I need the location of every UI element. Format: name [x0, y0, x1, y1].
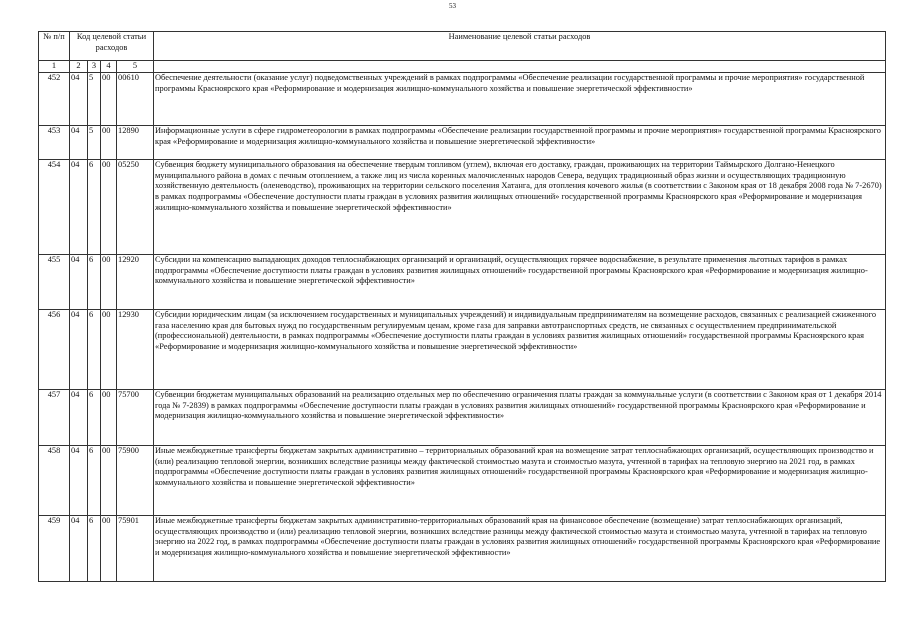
- code-part-4: 75700: [117, 389, 154, 445]
- row-number: 452: [39, 72, 70, 125]
- code-part-3: 00: [101, 72, 117, 125]
- budget-table: [38, 31, 886, 582]
- code-part-2: 6: [88, 309, 101, 389]
- code-part-3: 00: [101, 159, 117, 254]
- row-number: 459: [39, 515, 70, 581]
- row-number: 454: [39, 159, 70, 254]
- column-numbers-row: [39, 61, 886, 73]
- code-part-2: 5: [88, 125, 101, 159]
- table-body: [39, 72, 886, 581]
- code-part-1: 04: [70, 445, 88, 515]
- code-part-3: 00: [101, 445, 117, 515]
- column-number: 4: [101, 61, 117, 73]
- header-row: [39, 32, 886, 61]
- code-part-1: 04: [70, 159, 88, 254]
- row-number: 458: [39, 445, 70, 515]
- code-part-3: 00: [101, 515, 117, 581]
- table-row: [39, 515, 886, 581]
- row-number: 456: [39, 309, 70, 389]
- code-part-2: 6: [88, 389, 101, 445]
- table-row: [39, 125, 886, 159]
- column-number: 5: [117, 61, 154, 73]
- code-part-4: 75900: [117, 445, 154, 515]
- table-row: [39, 159, 886, 254]
- item-description: Субсидии на компенсацию выпадающих доходов теплоснабжающих организаций и организаций, осуществляющих горячее водоснабжение, в результате применения льготных тарифов в рамках подпрограммы «Обеспечение доступности платы граждан в условиях развития жилищных отношений» государственной программы Красноярского края «Реформирование и модернизация жилищно-коммунального хозяйства и повышение энергетической эффективности»: [154, 254, 886, 309]
- table-row: [39, 445, 886, 515]
- code-part-2: 6: [88, 159, 101, 254]
- header-name: Наименование целевой статьи расходов: [154, 32, 886, 61]
- code-part-1: 04: [70, 72, 88, 125]
- table-row: [39, 72, 886, 125]
- code-part-4: 05250: [117, 159, 154, 254]
- item-description: Иные межбюджетные трансферты бюджетам закрытых административно – территориальных образований края на возмещение затрат теплоснабжающих организаций, осуществляющих производство и (или) реализацию тепловой энергии, возникших вследствие разницы между фактической стоимостью мазута и стоимостью мазута, учтенной в тарифах на тепловую энергию на 2021 год, в рамках подпрограммы «Обеспечение доступности платы граждан в условиях развития жилищных отношений» государственной программы Красноярского края «Реформирование и модернизация жилищно-коммунального хозяйства и повышение энергетической эффективности»: [154, 445, 886, 515]
- code-part-1: 04: [70, 254, 88, 309]
- row-number: 455: [39, 254, 70, 309]
- code-part-4: 75901: [117, 515, 154, 581]
- page-number: 53: [449, 2, 456, 10]
- table-row: [39, 309, 886, 389]
- item-description: Субвенция бюджету муниципального образования на обеспечение твердым топливом (углем), включая его доставку, граждан, проживающих на территории Таймырского Долгано-Ненецкого муниципального района в домах с печным отоплением, а также лиц из числа коренных малочисленных народов Севера, ведущих традиционный образ жизни и осуществляющих традиционную хозяйственную деятельность (оленеводство), проживающих на территории сельского поселения Хатанга, для отопления кочевого жилья (в соответствии с Законом края от 18 декабря 2008 года № 7-2670) в рамках подпрограммы «Обеспечение доступности платы граждан в условиях развития жилищных отношений» государственной программы Красноярского края «Реформирование и модернизация жилищно-коммунального хозяйства и повышение энергетической эффективности»: [154, 159, 886, 254]
- code-part-4: 00610: [117, 72, 154, 125]
- code-part-1: 04: [70, 515, 88, 581]
- code-part-1: 04: [70, 309, 88, 389]
- table-row: [39, 389, 886, 445]
- code-part-4: 12930: [117, 309, 154, 389]
- column-number: 2: [70, 61, 88, 73]
- header-row-number: № п/п: [39, 32, 70, 61]
- item-description: Субвенции бюджетам муниципальных образований на реализацию отдельных мер по обеспечению ограничения платы граждан за коммунальные услуги (в соответствии с Законом края от 1 декабря 2014 года № 7-2839) в рамках подпрограммы «Обеспечение доступности платы граждан в условиях развития жилищных отношений» государственной программы Красноярского края «Реформирование и модернизация жилищно-коммунального хозяйства и повышение энергетической эффективности»: [154, 389, 886, 445]
- code-part-4: 12920: [117, 254, 154, 309]
- code-part-2: 5: [88, 72, 101, 125]
- code-part-3: 00: [101, 389, 117, 445]
- table-row: [39, 254, 886, 309]
- row-number: 457: [39, 389, 70, 445]
- code-part-1: 04: [70, 125, 88, 159]
- item-description: Субсидии юридическим лицам (за исключением государственных и муниципальных учреждений) и индивидуальным предпринимателям на возмещение расходов, связанных с реализацией сжиженного газа населению края для бытовых нужд по государственным регулируемым ценам, кроме газа для заправки автотранспортных средств, не связанных с осуществлением предпринимательской (профессиональной) деятельности, в рамках подпрограммы «Обеспечение доступности платы граждан в условиях развития жилищных отношений» государственной программы Красноярского края «Реформирование и модернизация жилищно-коммунального хозяйства и повышение энергетической эффективности»: [154, 309, 886, 389]
- row-number: 453: [39, 125, 70, 159]
- item-description: Обеспечение деятельности (оказание услуг) подведомственных учреждений в рамках подпрограммы «Обеспечение реализации государственной программы и прочие мероприятия» государственной программы Красноярского края «Реформирование и модернизация жилищно-коммунального хозяйства и повышение энергетической эффективности»: [154, 72, 886, 125]
- code-part-2: 6: [88, 515, 101, 581]
- column-number: 3: [88, 61, 101, 73]
- column-number: 1: [39, 61, 70, 73]
- code-part-2: 6: [88, 445, 101, 515]
- code-part-3: 00: [101, 125, 117, 159]
- item-description: Иные межбюджетные трансферты бюджетам закрытых административно-территориальных образований края на финансовое обеспечение (возмещение) затрат теплоснабжающих организаций, осуществляющих производство и (или) реализацию тепловой энергии, возникших вследствие разницы между фактической стоимостью мазута и стоимостью мазута, учтенной в тарифах на тепловую энергию на 2022 год, в рамках подпрограммы «Обеспечение доступности платы граждан в условиях развития жилищных отношений» государственной программы Красноярского края «Реформирование и модернизация жилищно-коммунального хозяйства и повышение энергетической эффективности»: [154, 515, 886, 581]
- code-part-2: 6: [88, 254, 101, 309]
- code-part-1: 04: [70, 389, 88, 445]
- header-code-group: Код целевой статьи расходов: [70, 32, 154, 61]
- item-description: Информационные услуги в сфере гидрометеорологии в рамках подпрограммы «Обеспечение реализации государственной программы и прочие мероприятия» государственной программы Красноярского края «Реформирование и модернизация жилищно-коммунального хозяйства и повышение энергетической эффективности»: [154, 125, 886, 159]
- code-part-3: 00: [101, 309, 117, 389]
- code-part-3: 00: [101, 254, 117, 309]
- code-part-4: 12890: [117, 125, 154, 159]
